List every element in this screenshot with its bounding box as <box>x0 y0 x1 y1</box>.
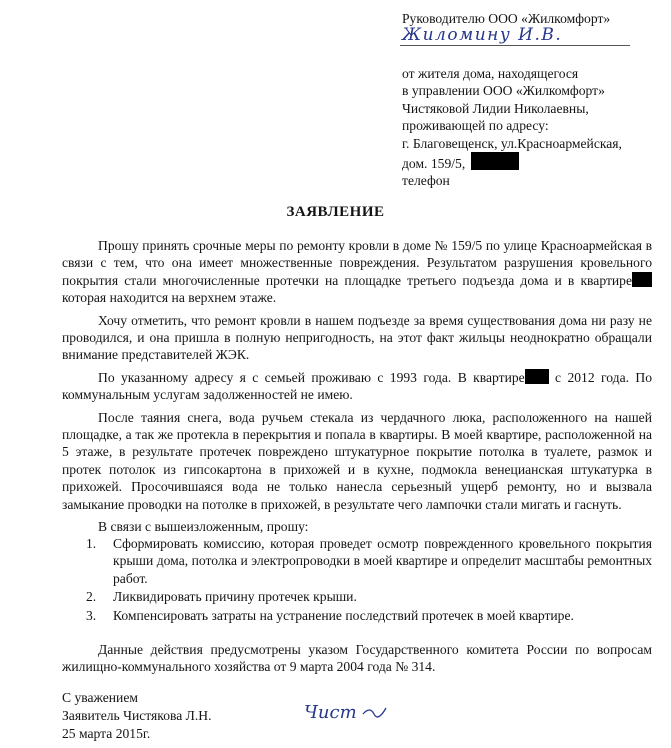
request-number: 1. <box>86 536 97 551</box>
request-text: Ликвидировать причину протечек крыши. <box>113 589 357 605</box>
applicant-name: Заявитель Чистякова Л.Н. <box>62 708 212 723</box>
from-line: от жителя дома, находящегося <box>402 66 579 81</box>
closing-regards: С уважением <box>62 690 138 705</box>
from-line: проживающей по адресу: <box>402 118 549 134</box>
paragraph-roof-damage <box>62 237 652 307</box>
addressee-handwritten-name: Жиломину И.В. <box>402 25 563 45</box>
document-title: ЗАЯВЛЕНИЕ <box>286 204 385 220</box>
house-line <box>402 152 622 172</box>
request-text: Сформировать комиссию, которая проведет осмотр поврежденного кровельного покрытия крыши дома, потолка и электропроводки в моей квартире и определит масштабы ремонтных работ. <box>113 536 652 586</box>
signature <box>304 702 388 722</box>
paragraph-text: По указанному адресу я с семьей проживаю с 1993 года. В квартире <box>98 369 525 385</box>
house-number: дом. 159/5, <box>402 156 466 172</box>
phone-label: телефон <box>402 173 450 189</box>
request-item <box>86 588 652 605</box>
request-number: 3. <box>86 607 97 623</box>
from-line: в управлении ООО «Жилкомфорт» <box>402 83 605 99</box>
from-line: Чистяковой Лидии Николаевны, <box>402 100 589 116</box>
paragraph-leak-details: После таяния снега, вода ручьем стекала из чердачного люка, расположенного на нашей площадке, а так же протекла в перекрытия и попала в квартиры. В моей квартире, расположенной на 5 этаже, в результате протечек повреждено штукатурное покрытие потолка в туалете, размок и протек потолок из гипсокартона в прихожей и в кухне, подмокла венецианская штукатурка в прихожей. Просочившаяся вода не только нанесла серьезный ущерб ремонту, но и вызвала замыкание проводки на потолке в прихожей, в результате чего лампочки стали мигать и гаснуть. <box>62 409 652 512</box>
paragraph-residence <box>62 369 652 404</box>
redacted-apartment <box>525 369 549 384</box>
document-date: 25 марта 2015г. <box>62 726 151 741</box>
request-item <box>86 535 652 587</box>
request-list <box>86 535 652 625</box>
paragraph-text: Прошу принять срочные меры по ремонту кровли в доме № 159/5 по улице Красноармейская в связи с тем, что она имеет множественные повреждения. Результатом разрушения кровельного покрытия стали многочисленные протечки на площадке третьего подъезда дома и в квартире <box>62 238 652 288</box>
signature-flourish <box>362 702 388 722</box>
redacted-apartment <box>632 272 652 287</box>
request-text: Компенсировать затраты на устранение последствий протечек в моей квартире. <box>113 607 574 623</box>
request-number: 2. <box>86 589 97 605</box>
paragraph-text: которая находится на верхнем этаже. <box>62 290 277 306</box>
legal-basis <box>62 641 652 676</box>
statement-body <box>62 237 652 536</box>
paragraph-no-repairs: Хочу отметить, что ремонт кровли в нашем подъезде за время существования дома ни разу не проводился, и она пришла в полную непригодность, на этот факт жильцы неоднократно обращали внимание представителей ЖЭК. <box>62 312 652 363</box>
request-intro: В связи с вышеизложенным, прошу: <box>98 519 309 535</box>
signature-text: Чист <box>304 702 357 723</box>
request-item <box>86 607 652 624</box>
paragraph-text: с 2012 года. По коммунальным услугам задолженностей не имею. <box>62 369 653 403</box>
from-block <box>402 65 622 190</box>
from-line: г. Благовещенск, ул.Красноармейская, <box>402 135 622 151</box>
paragraph-legal-basis: Данные действия предусмотрены указом Государственного комитета России по вопросам жилищно-коммунального хозяйства от 9 марта 2004 года № 314. <box>62 642 652 675</box>
addressee-underline <box>400 45 630 46</box>
redacted-apartment <box>471 152 519 170</box>
addressee: Руководителю ООО «Жилкомфорт» <box>402 11 611 26</box>
